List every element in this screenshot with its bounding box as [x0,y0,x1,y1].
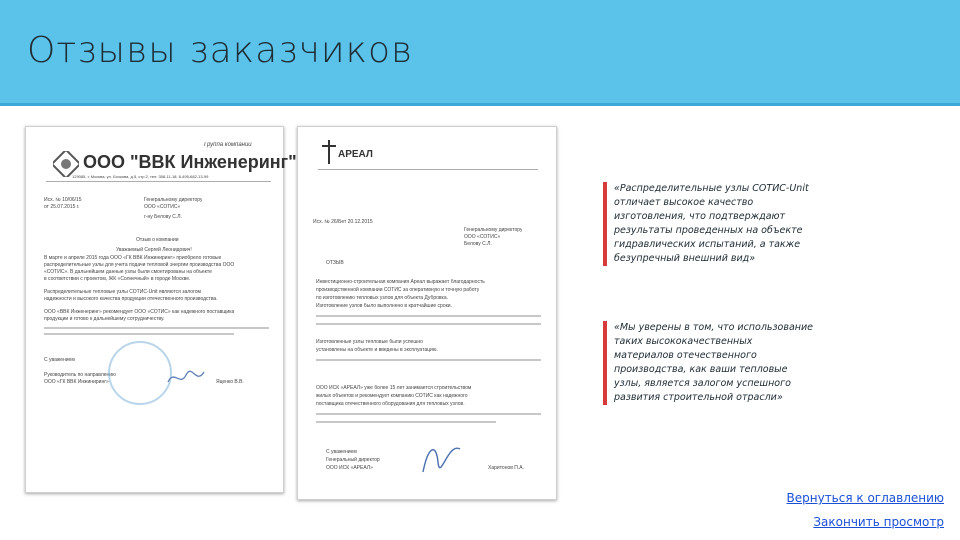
doc2-body-0: Инвестиционно-строительная компания Ареал выражает благодарность [316,279,485,285]
doc1-body-4: Распределительные тепловые узлы СОТИС-Unit являются залогом [44,289,201,295]
doc1-body-1: распределительные узлы для учета подачи тепловой энергии производства ООО [44,262,235,268]
doc1-body-3: в соответствии с проектом, ЖК «Солнечный» в городе Москве. [44,276,191,282]
signature [418,437,463,477]
doc1-address: 129085, г. Москва, ул. Бочкова, д.5, стр.2, тел: 358-11-18; 8-495-682-13-99 [72,174,209,179]
quote-areal: «Мы уверены в том, что использование таких высококачественных материалов отечественного производства, как ваши тепловые узлы, является залогом успешного развития строительной отрасли» [603,321,814,405]
doc2-text-line [316,421,496,423]
doc2-sign-company: ООО ИСК «АРЕАЛ» [326,465,373,471]
doc1-body-5: надежности и высокого качества продукции отечественного производства. [44,296,218,302]
doc2-body-3: Изготовление узлов было выполнено в кратчайшие сроки. [316,303,452,309]
doc2-heading: ОТЗЫВ [326,260,344,266]
doc2-body-2: по изготовлению тепловых узлов для объекта Дубровка. [316,295,449,301]
doc1-date: от 25.07.2015 г. [44,204,80,210]
doc1-body-7: продукции и готово к дальнейшему сотрудничеству. [44,316,165,322]
doc2-ref: Исх. № 26/Бет 20.12.2015 [313,219,373,225]
doc1-rule [46,181,271,182]
finish-viewing-link[interactable]: Закончить просмотр [813,515,944,529]
doc2-body-6: ООО ИСК «АРЕАЛ» уже более 15 лет занимается строительством [316,385,472,391]
doc2-logo: АРЕАЛ [338,149,373,160]
doc2-body-8: поставщика отечественного оборудования для тепловых узлов. [316,401,465,407]
doc2-text-line [316,413,541,415]
review-letter-areal [297,126,557,500]
back-to-contents-link[interactable]: Вернуться к оглавлению [786,491,944,505]
header-divider [0,103,960,106]
doc1-sign-title: С уважением [44,357,75,363]
doc1-to1: Генеральному директору [144,197,203,203]
doc1-sign-role: Руководитель по направлению [44,372,116,378]
areal-logo-icon [320,139,338,165]
doc2-sign-title: С уважением [326,449,357,455]
doc1-sign-company: ООО «ГК ВВК Инжиниринг» [44,379,109,385]
doc2-to2: ООО «СОТИС» [464,234,501,240]
doc2-to1: Генеральному директору [464,227,523,233]
doc1-body-2: «СОТИС». В дальнейшем данные узлы были смонтированы на объекте [44,269,212,275]
quote-vvk: «Распределительные узлы СОТИС-Unit отличает высокое качество изготовления, что подтверждают результаты проведенных на объекте гидравлических испытаний, а также безупречный внешний вид» [603,182,814,266]
signature [166,367,206,389]
doc2-sign-role: Генеральный директор [326,457,380,463]
doc1-company: ООО "ВВК Инженеринг" [83,152,297,172]
doc1-body-6: ООО «ВВК Инженеринг» рекомендует ООО «СОТИС» как надежного поставщика [44,309,235,315]
doc2-body-4: Изготовленные узлы тепловые были успешно [316,339,423,345]
doc2-text-line [316,359,541,361]
stamp-seal [108,341,172,405]
doc2-text-line [316,323,541,325]
doc2-body-5: установлены на объекте и введены в эксплуатацию. [316,347,438,353]
doc2-sign-name: Харитонов П.А. [488,465,524,471]
doc2-text-line [316,315,541,317]
doc1-greeting: Уважаемый Сергей Леонидович! [116,247,192,253]
doc1-body-0: В марте и апреле 2015 года ООО «ГК ВВК Инжиниринг» приобрело готовые [44,255,222,261]
doc1-sign-name: Яценко В.В. [216,379,244,385]
doc1-heading: Отзыв о компании [136,237,179,243]
doc1-text-line [44,333,234,335]
doc1-text-line [44,327,269,329]
doc2-to3: Белову С.Л. [464,241,492,247]
doc1-to3: г-ну Белову С.Л. [144,214,182,220]
review-letter-vvk [25,126,297,493]
doc2-rule [318,169,538,170]
doc1-to2: ООО «СОТИС» [144,204,181,210]
doc2-body-1: производственной компании СОТИС за оперативную и точную работу [316,287,480,293]
page-title: Отзывы заказчиков [27,30,414,71]
doc1-ref: Исх. № 10/06/15 [44,197,82,203]
doc2-body-7: жилых объектов и рекомендует компанию СОТИС как надежного [316,393,468,399]
doc1-caption: Группа компаний [204,142,252,148]
